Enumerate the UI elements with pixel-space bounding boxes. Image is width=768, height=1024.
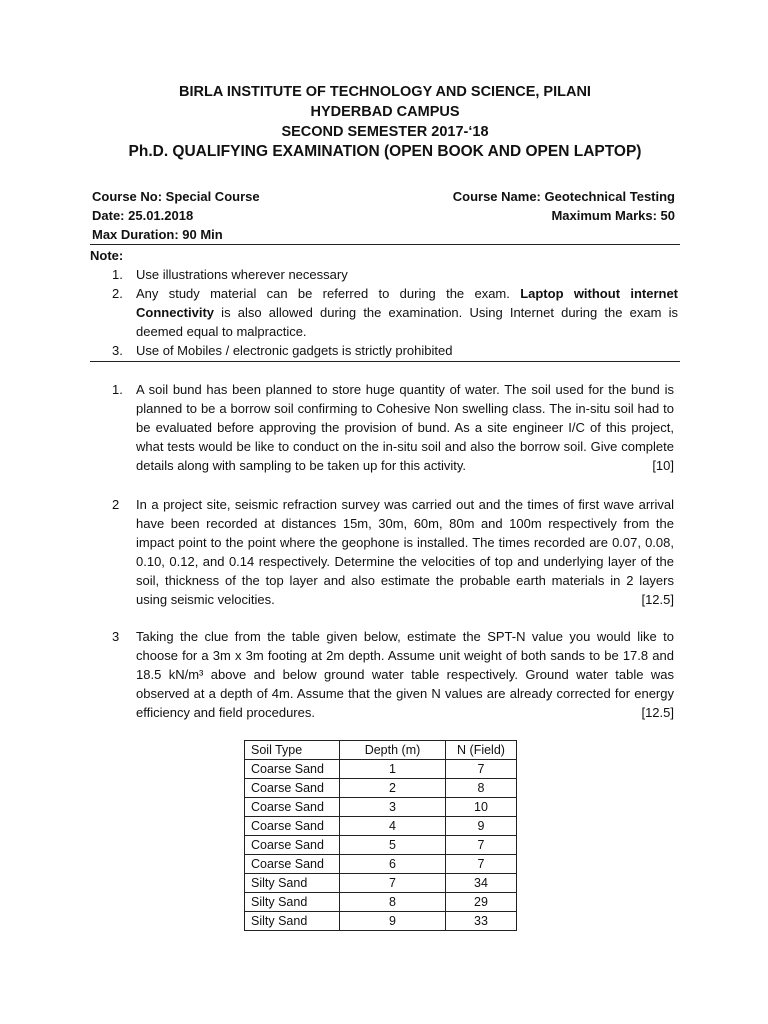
institute-name: BIRLA INSTITUTE OF TECHNOLOGY AND SCIENCE, PILANI bbox=[179, 84, 591, 100]
course-info bbox=[90, 187, 680, 244]
course-number: Course No: Special Course bbox=[92, 189, 260, 204]
note-item: 3. Use of Mobiles / electronic gadgets is strictly prohibited bbox=[112, 343, 453, 358]
divider-top bbox=[90, 244, 680, 245]
notes-section bbox=[90, 246, 680, 360]
exam-title: Ph.D. QUALIFYING EXAMINATION (OPEN BOOK AND OPEN LAPTOP) bbox=[128, 143, 642, 160]
table-row: Coarse Sand 4 9 bbox=[245, 817, 517, 836]
col-header-soil-type: Soil Type bbox=[245, 741, 340, 760]
question-text: In a project site, seismic refraction survey was carried out and the times of first wave arrival have been recorded at distances 15m, 30m, 60m, 80m and 100m respectively from the impact point to the point where the geophone is installed. The times recorded are 0.07, 0.08, 0.10, 0.12, and 0.14 respectively. Determine the velocities of top and underlying layer of the soil, thickness of the top layer and also estimate the probable earth materials in 2 layers using seismic velocities. bbox=[136, 497, 674, 607]
question-1 bbox=[90, 380, 680, 475]
course-name: Course Name: Geotechnical Testing bbox=[452, 189, 675, 204]
note-emphasis: Laptop without internet Connectivity bbox=[136, 286, 679, 320]
question-text: A soil bund has been planned to store huge quantity of water. The soil used for the bund is planned to be a borrow soil confirming to Cohesive Non swelling class. The in-situ soil had to be evaluated before approving the provision of bund. As a site engineer I/C of this project, what tests would be like to conduct on the in-situ soil and also the borrow soil. Give complete details along with sampling to be taken up for this activity. bbox=[136, 382, 674, 473]
question-text: Taking the clue from the table given below, estimate the SPT-N value you would like to choose for a 3m x 3m footing at 2m depth. Assume unit weight of both sands to be 17.8 and 18.5 kN/m³ above and below ground water table respectively. Ground water table was observed at a depth of 4m. Assume that the given N values are already corrected for energy efficiency and field procedures. bbox=[136, 629, 674, 720]
question-marks: [12.5] bbox=[641, 705, 674, 720]
table-row: Coarse Sand 6 7 bbox=[245, 855, 517, 874]
table-row: Silty Sand 7 34 bbox=[245, 874, 517, 893]
question-marks: [12.5] bbox=[641, 592, 674, 607]
max-duration: Max Duration: 90 Min bbox=[92, 227, 223, 242]
col-header-depth: Depth (m) bbox=[340, 741, 446, 760]
table-row: Silty Sand 9 33 bbox=[245, 912, 517, 931]
question-2 bbox=[90, 495, 680, 609]
max-marks: Maximum Marks: 50 bbox=[551, 208, 675, 223]
table-row: Coarse Sand 2 8 bbox=[245, 779, 517, 798]
note-item: 1. Use illustrations wherever necessary bbox=[112, 267, 348, 282]
exam-header bbox=[90, 82, 680, 162]
note-item: 2. Any study material can be referred to during the exam. Laptop without internet Connectivity is also allowed during the examination. Using Internet during the exam is deemed equal to malpractice. bbox=[112, 286, 679, 339]
table-row: Silty Sand 8 29 bbox=[245, 893, 517, 912]
campus-name: HYDERBAD CAMPUS bbox=[310, 104, 460, 120]
table-row: Coarse Sand 3 10 bbox=[245, 798, 517, 817]
divider-bottom bbox=[90, 361, 680, 362]
question-number: 3 bbox=[112, 629, 120, 644]
col-header-n-field: N (Field) bbox=[446, 741, 517, 760]
question-number: 2 bbox=[112, 497, 120, 512]
notes-title: Note: bbox=[90, 248, 124, 263]
table-row: Coarse Sand 5 7 bbox=[245, 836, 517, 855]
spt-table bbox=[244, 740, 517, 931]
question-marks: [10] bbox=[652, 458, 674, 473]
question-3 bbox=[90, 627, 680, 722]
question-number: 1. bbox=[112, 382, 123, 397]
semester: SECOND SEMESTER 2017-‘18 bbox=[281, 124, 489, 140]
table-row: Coarse Sand 1 7 bbox=[245, 760, 517, 779]
exam-date: Date: 25.01.2018 bbox=[92, 208, 194, 223]
table-header-row bbox=[245, 741, 517, 760]
